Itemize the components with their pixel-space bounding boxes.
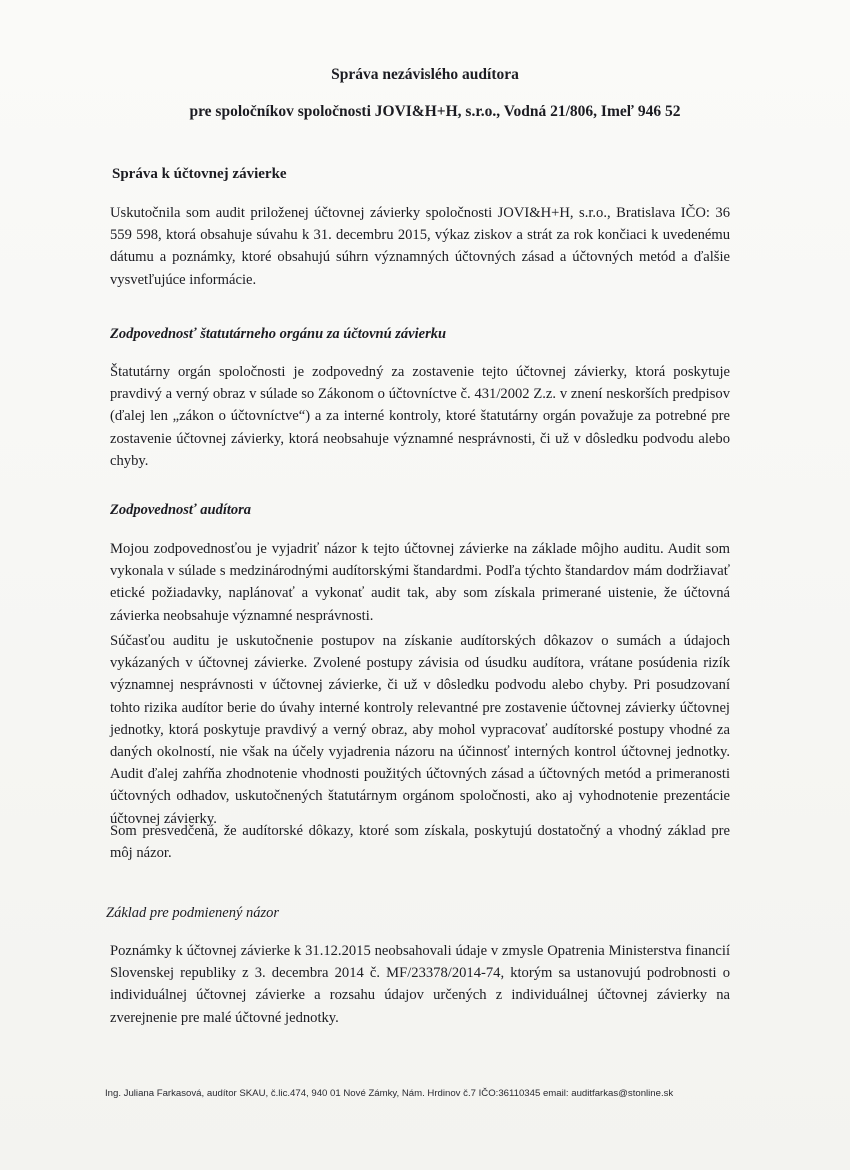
auditor-footer: Ing. Juliana Farkasová, audítor SKAU, č.lic.474, 940 01 Nové Zámky, Nám. Hrdinov č.7 IČO:36110345 email: auditfarkas@stonline.sk bbox=[105, 1088, 674, 1099]
section-heading-financial-statements: Správa k účtovnej závierke bbox=[112, 166, 287, 182]
document-subtitle: pre spoločníkov spoločnosti JOVI&H+H, s.r.o., Vodná 21/806, Imeľ 946 52 bbox=[189, 103, 681, 120]
paragraph-audit-procedures: Súčasťou auditu je uskutočnenie postupov na získanie audítorských dôkazov o sumách a údajoch vykázaných v účtovnej závierke. Zvolené postupy závisia od úsudku audítora, vrátane posúdenia rizík významnej nesprávnosti v účtovnej závierke, či už v dôsledku podvodu alebo chyby. Pri posudzovaní tohto rizika audítor berie do úvahy interné kontroly relevantné pre zostavenie účtovnej závierky účtovnej jednotky, ktorá poskytuje pravdivý a verný obraz, aby mohol vypracovať audítorské postupy vhodné za daných okolností, nie však na účely vyjadrenia názoru na účinnosť interných kontrol účtovnej jednotky. Audit ďalej zahŕňa zhodnotenie vhodnosti použitých účtovných zásad a účtovných metód a primeranosti účtovných odhadov, uskutočnených štatutárnym orgánom spoločnosti, ako aj vyhodnotenie prezentácie účtovnej závierky. bbox=[110, 633, 730, 827]
paragraph-evidence-sufficiency: Som presvedčená, že audítorské dôkazy, ktoré som získala, poskytujú dostatočný a vhodný základ pre môj názor. bbox=[110, 823, 730, 862]
section-heading-qualified-opinion-basis: Základ pre podmienený názor bbox=[106, 905, 280, 921]
paragraph-qualified-opinion-basis: Poznámky k účtovnej závierke k 31.12.2015 neobsahovali údaje v zmysle Opatrenia Ministerstva financií Slovenskej republiky z 3. decembra 2014 č. MF/23378/2014-74, ktorým sa ustanovujú podrobnosti o individuálnej účtovnej závierke a rozsahu údajov určených z individuálnej účtovnej závierky na zverejnenie pre malé účtovné jednotky. bbox=[110, 943, 730, 1026]
section-heading-statutory-responsibility: Zodpovednosť štatutárneho orgánu za účtovnú závierku bbox=[110, 326, 447, 342]
document-title: Správa nezávislého audítora bbox=[331, 66, 519, 83]
paragraph-audit-scope: Uskutočnila som audit priloženej účtovnej závierky spoločnosti JOVI&H+H, s.r.o., Bratislava IČO: 36 559 598, ktorá obsahuje súvahu k 31. decembru 2015, výkaz ziskov a strát za rok končiaci k uvedenému dátumu a poznámky, ktoré obsahujú súhrn významných účtovných zásad a účtovných metód a ďalšie vysvetľujúce informácie. bbox=[110, 205, 730, 288]
paragraph-auditor-opinion-basis: Mojou zodpovednosťou je vyjadriť názor k tejto účtovnej závierke na základe môjho auditu. Audit som vykonala v súlade s medzinárodnými audítorskými štandardmi. Podľa týchto štandardov mám dodržiavať etické požiadavky, naplánovať a vykonať audit tak, aby som získala primerané uistenie, že účtovná závierka neobsahuje významné nesprávnosti. bbox=[110, 541, 730, 624]
paragraph-statutory-responsibility: Štatutárny orgán spoločnosti je zodpovedný za zostavenie tejto účtovnej závierky, ktorá poskytuje pravdivý a verný obraz v súlade so Zákonom o účtovníctve č. 431/2002 Z.z. v znení neskorších predpisov (ďalej len „zákon o účtovníctve“) a za interné kontroly, ktoré štatutárny orgán považuje za potrebné pre zostavenie účtovnej závierky, ktorá neobsahuje významné nesprávnosti, či už v dôsledku podvodu alebo chyby. bbox=[110, 364, 730, 469]
section-heading-auditor-responsibility: Zodpovednosť audítora bbox=[110, 502, 252, 518]
